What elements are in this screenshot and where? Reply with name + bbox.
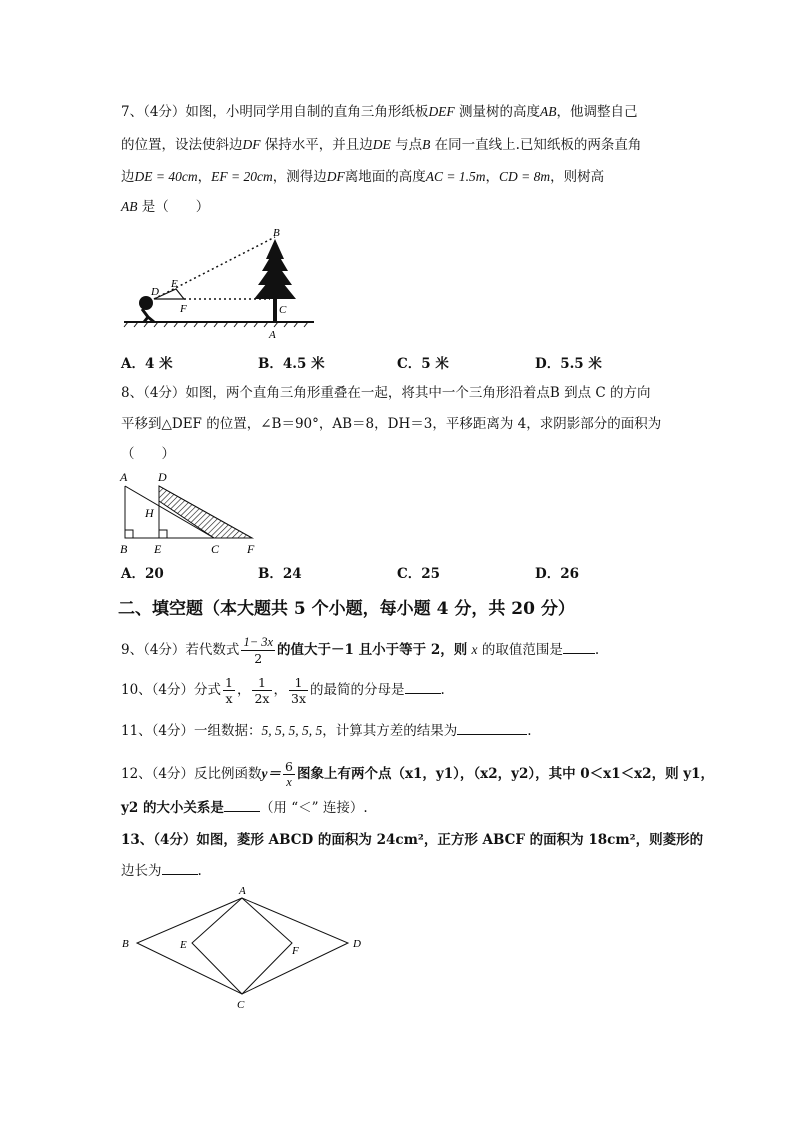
q8-option-a[interactable]: A．20 bbox=[121, 566, 164, 582]
q8-figure bbox=[115, 468, 275, 560]
q13-figure bbox=[115, 880, 375, 1015]
q11-answer-blank[interactable] bbox=[457, 722, 527, 735]
q7-figure bbox=[118, 225, 318, 345]
label-B: B bbox=[273, 227, 280, 239]
q10-fraction-2: $\frac{1}{2x}$ bbox=[254, 675, 270, 706]
section-2-heading: 二、填空题（本大题共 5 个小题，每小题 4 分，共 20 分） bbox=[118, 599, 575, 619]
person-icon bbox=[139, 296, 154, 322]
q7-line-4: AB 是（ ） bbox=[121, 199, 210, 215]
label-E: E bbox=[171, 278, 178, 290]
label-E: E bbox=[180, 939, 187, 951]
label-C: C bbox=[279, 304, 287, 316]
q10-fraction-1: $\frac{1}{x}$ bbox=[225, 675, 233, 706]
q8-line-2: 平移到△DEF 的位置，∠B＝90°，AB＝8，DH＝3，平移距离为 4，求阴影部分的面积为 bbox=[121, 416, 662, 432]
label-C: C bbox=[237, 999, 245, 1011]
label-F: F bbox=[292, 945, 299, 957]
q9-answer-blank[interactable] bbox=[563, 641, 595, 654]
q12-fraction: $\frac{6}{x}$ bbox=[285, 759, 293, 789]
q8-option-d[interactable]: D．26 bbox=[535, 566, 579, 582]
q13-line-1: 13、（4分）如图，菱形 ABCD 的面积为 24cm²，正方形 ABCF 的面积为 18cm²，则菱形的 bbox=[121, 832, 704, 848]
label-D: D bbox=[353, 938, 361, 950]
rhombus-ABCD bbox=[137, 898, 348, 994]
label-D: D bbox=[158, 470, 167, 484]
label-F: F bbox=[180, 303, 187, 315]
q9-fraction: $\frac{1- 3x}{2}$ bbox=[243, 635, 274, 666]
q7-option-c[interactable]: C．5 米 bbox=[397, 356, 449, 372]
q10-answer-blank[interactable] bbox=[405, 681, 441, 694]
q7-option-b[interactable]: B．4.5 米 bbox=[258, 356, 325, 372]
q12-line-2: y2 的大小关系是 （用 “＜” 连接）. bbox=[121, 800, 368, 816]
q8-option-c[interactable]: C．25 bbox=[397, 566, 441, 582]
q8-option-b[interactable]: B．24 bbox=[258, 566, 302, 582]
right-angle-B bbox=[125, 530, 133, 538]
q11-line: 11、（4分）一组数据：5, 5, 5, 5, 5，计算其方差的结果为 . bbox=[121, 723, 532, 739]
q13-line-2: 边长为 . bbox=[121, 863, 202, 879]
right-angle-E bbox=[159, 530, 167, 538]
q7-line-1: 7、（4分）如图，小明同学用自制的直角三角形纸板DEF 测量树的高度AB，他调整自己 bbox=[121, 104, 638, 120]
q12-line-1: 12、（4分）反比例函数y＝ $\frac{6}{x}$ 图象上有两个点（x1，y1），（x2，y2），其中 0＜x1＜x2，则 y1， bbox=[121, 759, 715, 789]
q7-option-d[interactable]: D．5.5 米 bbox=[535, 356, 602, 372]
label-A: A bbox=[269, 329, 276, 341]
q7-line-3: 边DE = 40cm，EF = 20cm，测得边DF离地面的高度AC = 1.5m，CD = 8m，则树高 bbox=[121, 169, 605, 185]
q10-fraction-3: $\frac{1}{3x}$ bbox=[291, 675, 307, 706]
label-C: C bbox=[211, 542, 220, 556]
q9-line: 9、（4分）若代数式 $\frac{1- 3x}{2}$ 的值大于－1 且小于等于 2，则 x 的取值范围是 . bbox=[121, 635, 600, 666]
label-H: H bbox=[145, 506, 154, 520]
q12-answer-blank[interactable] bbox=[224, 799, 260, 812]
q7-line-2: 的位置，设法使斜边DF 保持水平，并且边DE 与点B 在同一直线上.已知纸板的两条直角 bbox=[121, 137, 642, 153]
label-A: A bbox=[239, 885, 246, 897]
label-B: B bbox=[120, 542, 128, 556]
q10-line: 10、（4分）分式 $\frac{1}{x}$ ， $\frac{1}{2x}$ ， $\frac{1}{3x}$ 的最简的分母是 . bbox=[121, 675, 445, 706]
q8-line-1: 8、（4分）如图，两个直角三角形重叠在一起，将其中一个三角形沿着点B 到点 C 的方向 bbox=[121, 385, 651, 401]
label-E: E bbox=[154, 542, 162, 556]
label-D: D bbox=[151, 286, 159, 298]
q7-option-a[interactable]: A．4 米 bbox=[121, 356, 173, 372]
tree-icon bbox=[254, 239, 296, 322]
q13-answer-blank[interactable] bbox=[162, 862, 198, 875]
q8-line-3: （ ） bbox=[121, 446, 175, 462]
label-A: A bbox=[120, 470, 128, 484]
label-B: B bbox=[122, 938, 129, 950]
label-F: F bbox=[247, 542, 255, 556]
